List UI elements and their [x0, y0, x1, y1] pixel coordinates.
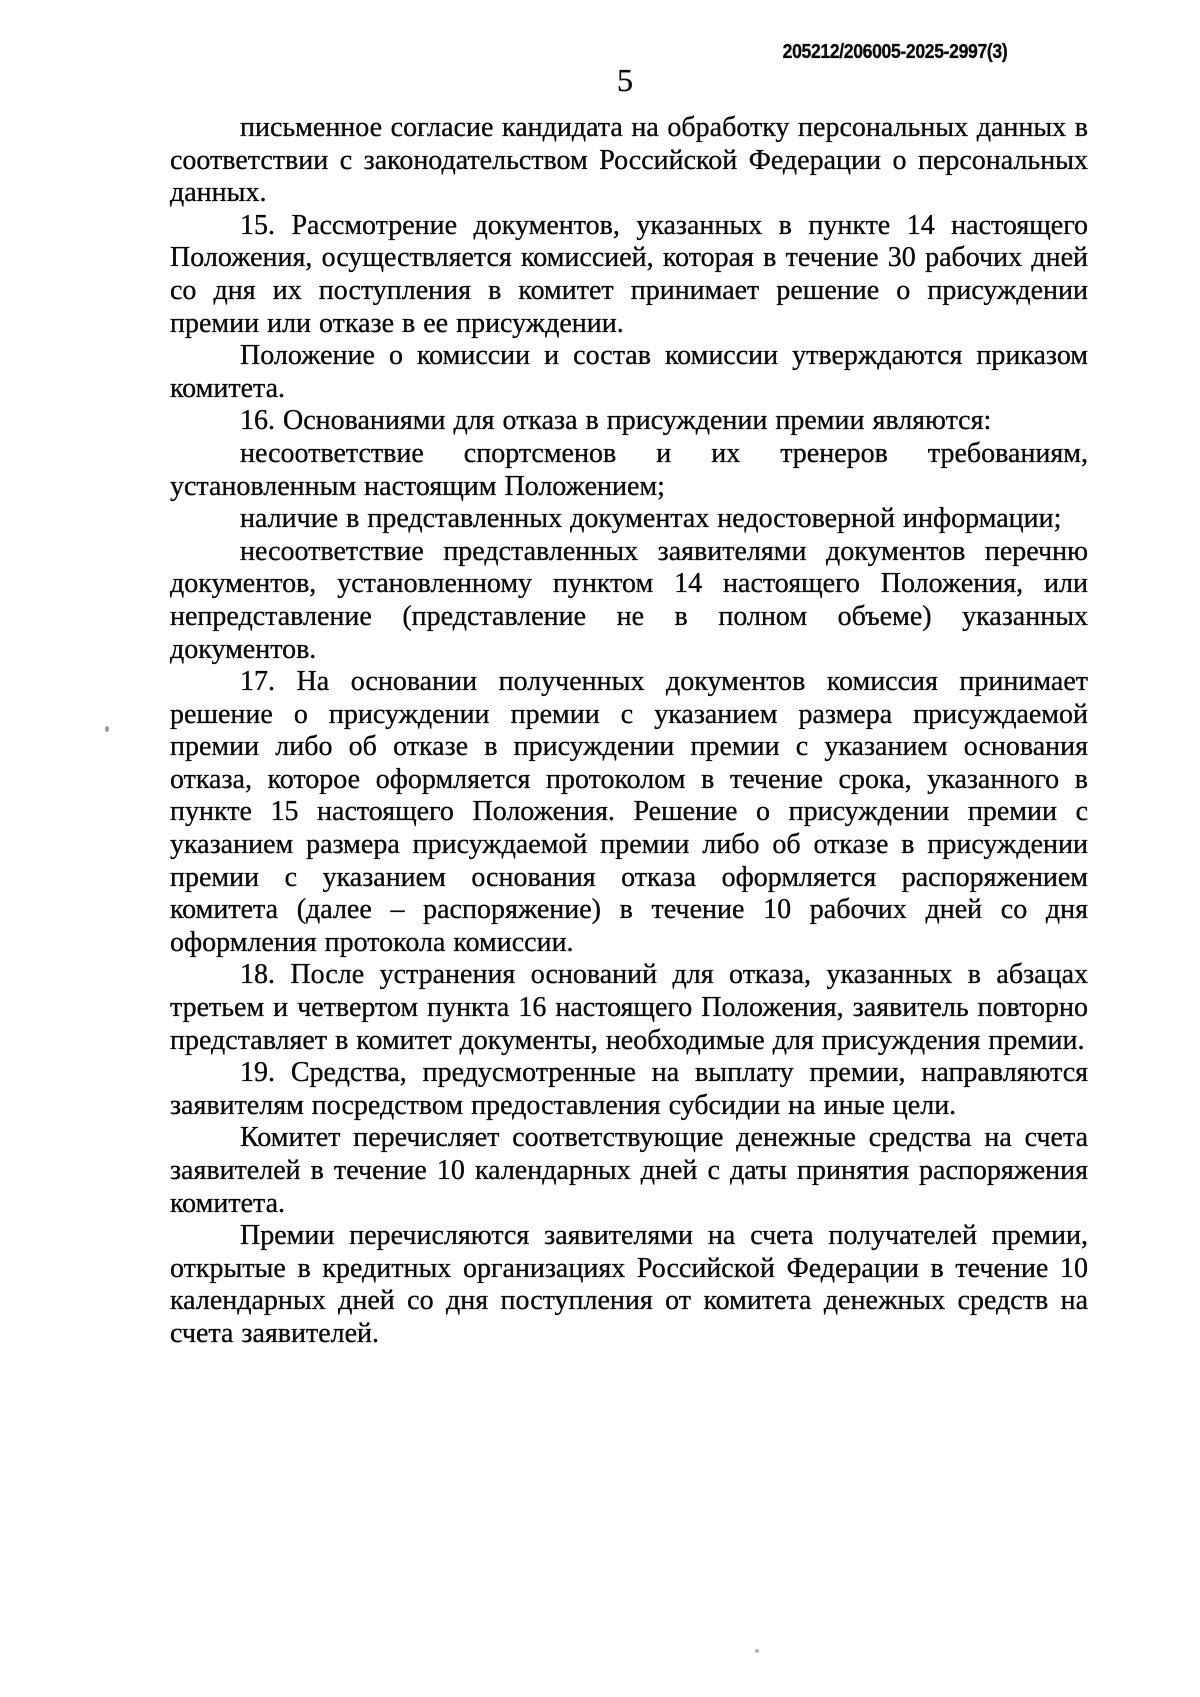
paragraph-committee-transfer: Комитет перечисляет соответствующие денежные средства на счета заявителей в течение 10 календарных дней с даты принятия распоряжения комитета. [170, 1122, 1088, 1219]
paragraph-refusal-reason-2: наличие в представленных документах недостоверной информации; [240, 503, 1062, 535]
document-body [170, 112, 1088, 1351]
paragraph-item-17: 17. На основании полученных документов комиссия принимает решение о присуждении премии с указанием размера присуждаемой премии либо об отказе в присуждении премии с указанием основания отказа, которое оформляется протоколом в течение срока, указанного в пункте 15 настоящего Положения. Решение о присуждении премии с указанием размера присуждаемой премии либо об отказе в присуждении премии с указанием основания отказа оформляется распоряжением комитета (далее – распоряжение) в течение 10 рабочих дней со дня оформления протокола комиссии. [170, 666, 1088, 958]
paragraph-item-16: 16. Основаниями для отказа в присуждении премии являются: [240, 405, 992, 437]
page-number: 5 [617, 62, 633, 98]
paragraph-refusal-reason-3: несоответствие представленных заявителями документов перечню документов, установленному пунктом 14 настоящего Положения, или непредставление (представление не в полном объеме) указанных документов. [170, 535, 1088, 665]
paragraph-item-15: 15. Рассмотрение документов, указанных в пункте 14 настоящего Положения, осуществляется комиссией, которая в течение 30 рабочих дней со дня их поступления в комитет принимает решение о присуждении премии или отказе в ее присуждении. [170, 209, 1088, 339]
paragraph-prize-transfer: Премии перечисляются заявителями на счета получателей премии, открытые в кредитных организациях Российской Федерации в течение 10 календарных дней со дня поступления от комитета денежных средств на счета заявителей. [170, 1220, 1088, 1349]
scan-speck [755, 1649, 759, 1653]
paragraph-item-19: 19. Средства, предусмотренные на выплату премии, направляются заявителям посредством предоставления субсидии на иные цели. [170, 1057, 1088, 1121]
paragraph-refusal-reason-1: несоответствие спортсменов и их тренеров требованиям, установленным настоящим Положением; [170, 437, 1088, 502]
scan-speck [105, 726, 109, 732]
paragraph-item-18: 18. После устранения оснований для отказа, указанных в абзацах третьем и четвертом пункта 16 настоящего Положения, заявитель повторно представляет в комитет документы, необходимые для присуждения премии. [170, 959, 1088, 1056]
paragraph-continuation-consent: письменное согласие кандидата на обработку персональных данных в соответствии с законодательством Российской Федерации о персональных данных. [170, 112, 1088, 209]
paragraph-commission-order: Положение о комиссии и состав комиссии утверждаются приказом комитета. [170, 340, 1088, 404]
document-reference-number: 205212/206005-2025-2997(3) [782, 41, 1007, 63]
